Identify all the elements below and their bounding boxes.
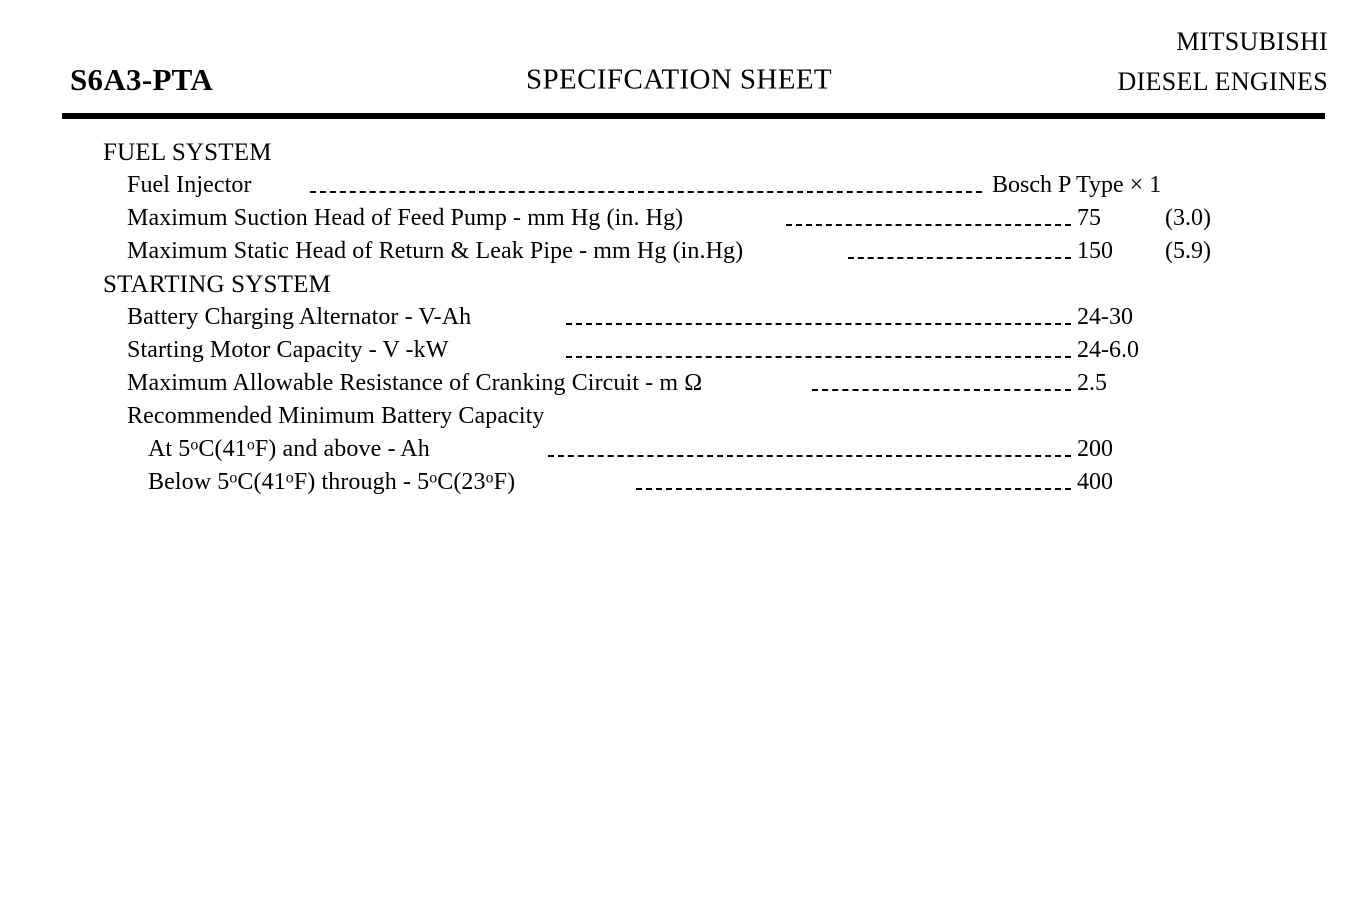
spec-value: 200 xyxy=(1077,436,1113,462)
spec-row-battery-capacity-above-5c xyxy=(0,433,1358,466)
spec-row-max-suction-head-feed-pump xyxy=(0,202,1358,235)
dot-leader xyxy=(812,367,1071,400)
page-header xyxy=(0,0,1358,130)
section-heading-fuel-system: FUEL SYSTEM xyxy=(103,139,272,166)
spec-value: 400 xyxy=(1077,469,1113,495)
spec-label: Battery Charging Alternator - V-Ah xyxy=(127,304,472,330)
spec-label: Fuel Injector xyxy=(127,172,252,198)
dot-leader xyxy=(786,202,1071,235)
spec-label: Maximum Suction Head of Feed Pump - mm Hg (in. Hg) xyxy=(127,205,684,231)
dot-leader xyxy=(310,169,982,202)
spec-row-max-static-head-return-leak-pipe xyxy=(0,235,1358,268)
spec-label: Below 5$^o$C(41$^o$F) through - 5$^o$C(23$^o$F) xyxy=(148,469,516,495)
brand-product-line: DIESEL ENGINES xyxy=(1117,66,1328,96)
spec-value: 24-30 xyxy=(1077,304,1133,330)
dot-leader xyxy=(636,466,1071,499)
spec-value: Bosch P Type × 1 xyxy=(992,172,1162,198)
dot-leader xyxy=(548,433,1071,466)
dot-leader xyxy=(566,301,1071,334)
spec-row-battery-charging-alternator xyxy=(0,301,1358,334)
spec-value: 24-6.0 xyxy=(1077,337,1139,363)
brand-block xyxy=(1118,22,1329,101)
sheet-title: SPECIFCATION SHEET xyxy=(525,63,833,96)
spec-label xyxy=(127,367,702,400)
spec-value: 2.5 xyxy=(1077,370,1107,396)
spec-label: At 5$^o$C(41$^o$F) and above - Ah xyxy=(148,436,430,462)
header-divider-rule xyxy=(62,113,1325,119)
spec-row-max-allowable-resistance-cranking-circuit xyxy=(0,367,1358,400)
spec-row-battery-capacity-below-5c xyxy=(0,466,1358,499)
spec-label-text: Maximum Allowable Resistance of Cranking Circuit - m Ω xyxy=(127,370,703,396)
spec-label: Recommended Minimum Battery Capacity xyxy=(127,403,545,429)
engine-model-title: S6A3-PTA xyxy=(70,62,214,97)
spec-value: 75 xyxy=(1077,205,1101,231)
spec-value-imperial: (3.0) xyxy=(1165,205,1211,231)
spec-label: Maximum Static Head of Return & Leak Pipe - mm Hg (in.Hg) xyxy=(127,238,744,264)
spec-row-fuel-injector xyxy=(0,169,1358,202)
specification-body xyxy=(0,130,1358,499)
spec-label: Starting Motor Capacity - V -kW xyxy=(127,337,449,363)
spec-row-starting-motor-capacity xyxy=(0,334,1358,367)
dot-leader xyxy=(848,235,1071,268)
dot-leader xyxy=(566,334,1071,367)
spec-row-recommended-minimum-battery-capacity xyxy=(0,400,1358,433)
spec-value: 150 xyxy=(1077,238,1113,264)
spec-value-imperial: (5.9) xyxy=(1165,238,1211,264)
section-heading-starting-system: STARTING SYSTEM xyxy=(103,271,331,298)
brand-name: MITSUBISHI xyxy=(1176,27,1328,56)
